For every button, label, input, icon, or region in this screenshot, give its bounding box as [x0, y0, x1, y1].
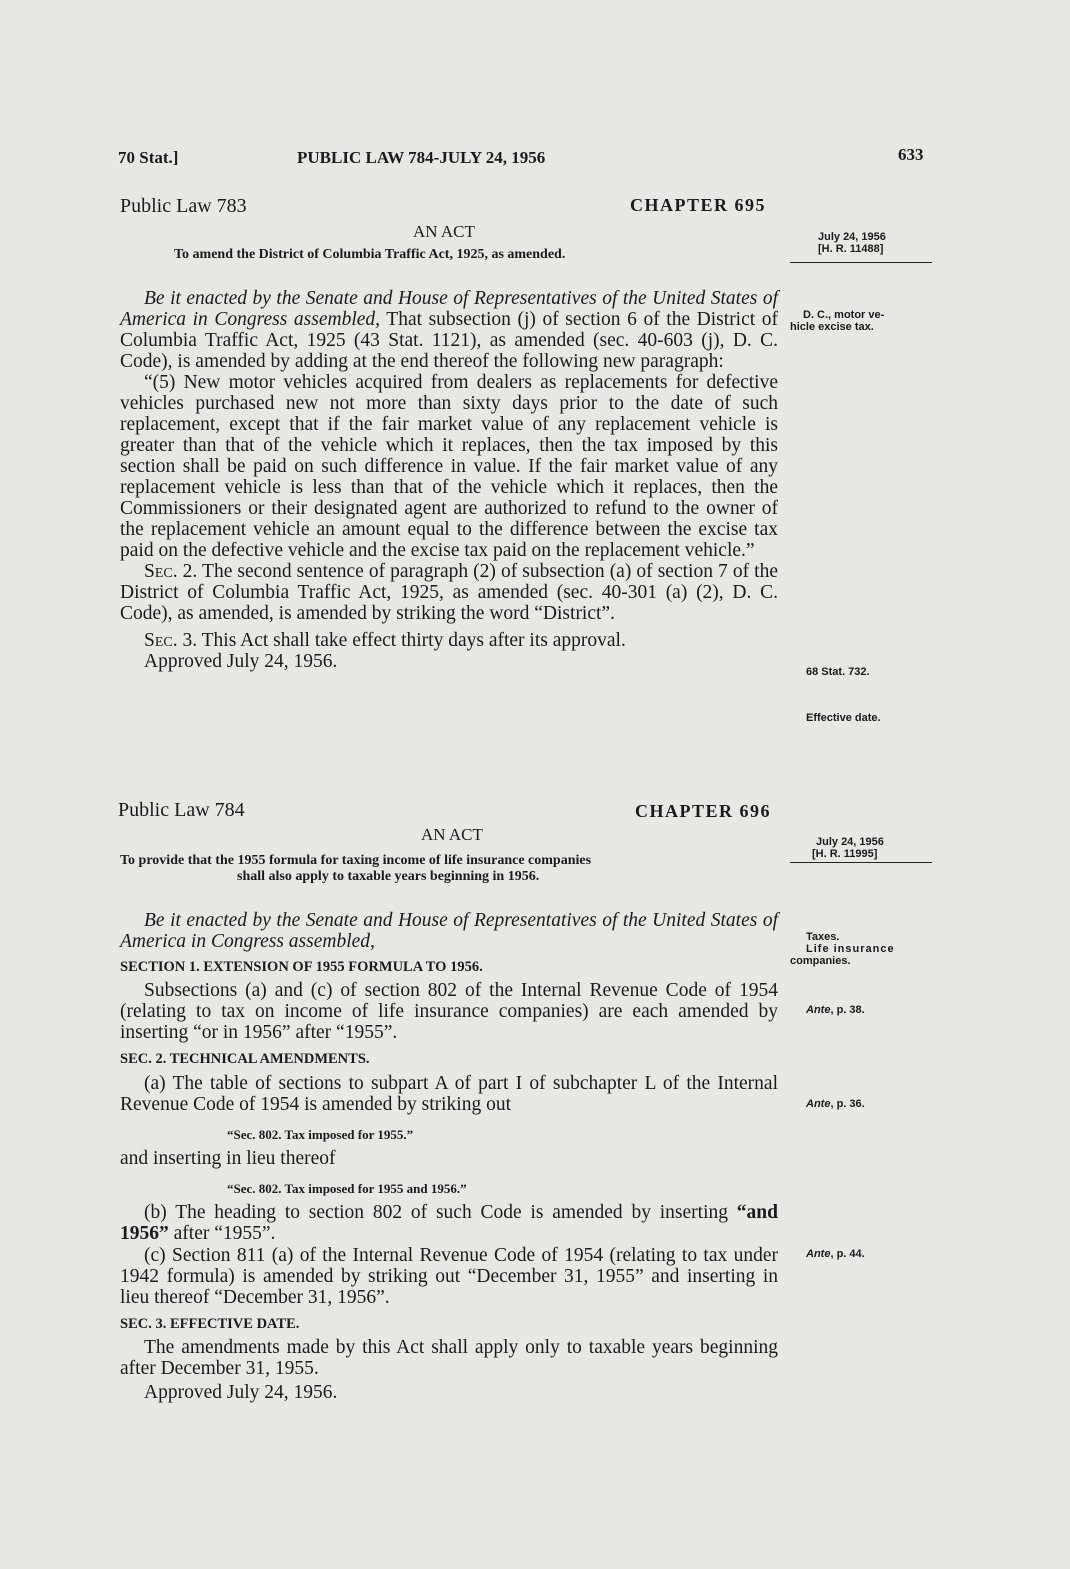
law784-margin-ante-1: Ante, p. 38.: [806, 1004, 865, 1016]
law783-sec2-text: The second sentence of paragraph (2) of subsection (a) of section 7 of the District of Columbia Traffic Act, 1925, as amended (sec. 40-301 (a) (2), D. C. Code), as amended, is amended by striking the word “District”.: [120, 561, 778, 624]
law784-margin-taxes: Taxes.: [806, 931, 840, 943]
law784-enacting-clause: Be it enacted by the Senate and House of Representatives of the United States of America in Congress assembled,: [120, 910, 778, 952]
header-volume: 70 Stat.]: [118, 148, 179, 167]
law783-sec3-text: This Act shall take effect thirty days after its approval.: [197, 630, 626, 651]
header-title: PUBLIC LAW 784-JULY 24, 1956: [297, 148, 546, 167]
law784-title-line-1: To provide that the 1955 formula for taxing income of life insurance companies: [120, 853, 592, 868]
law784-sec3-text: The amendments made by this Act shall apply only to taxable years beginning after December 31, 1955.: [120, 1337, 778, 1379]
law784-margin-bill: [H. R. 11995]: [812, 848, 878, 860]
law783-margin-rule: [790, 262, 932, 263]
law784-margin-rule: [790, 862, 932, 863]
law784-inserting: and inserting in lieu thereof: [120, 1148, 336, 1169]
law783-an-act: AN ACT: [413, 222, 475, 241]
law784-margin-ante-3: Ante, p. 44.: [806, 1248, 865, 1260]
law784-margin-date: July 24, 1956: [816, 836, 884, 848]
law783-paragraph-5: “(5) New motor vehicles acquired from dealers as replacements for defective vehicles purchased new not more than sixty days prior to the date of such replacement, except that if the fair market value of any replacement vehicle is greater than that of the vehicle which it replaces, then the tax imposed by this section shall be paid on such difference in value. If the fair market value of any replacement vehicle is less than that of the vehicle which it replaces, then the Commissioners or their designated agent are authorized to refund to the owner of the replacement vehicle an amount equal to the difference between the excise tax paid on the defective vehicle and the excise tax paid on the replacement vehicle.”: [120, 372, 778, 561]
law784-sec1-text: Subsections (a) and (c) of section 802 of the Internal Revenue Code of 1954 (relating to tax on income of life insurance companies) are each amended by inserting “or in 1956” after “1955”.: [120, 980, 778, 1043]
law783-title: To amend the District of Columbia Traffic Act, 1925, as amended.: [174, 247, 566, 262]
law783-approved: Approved July 24, 1956.: [144, 651, 338, 672]
law784-an-act: AN ACT: [421, 825, 483, 844]
law783-public-law: Public Law 783: [120, 195, 247, 217]
page-number: 633: [898, 145, 924, 164]
law784-sec2-b: (b) The heading to section 802 of such Code is amended by inserting “and 1956” after “1955”.: [120, 1202, 778, 1244]
law784-sec2-c: (c) Section 811 (a) of the Internal Revenue Code of 1954 (relating to tax under 1942 formula) is amended by striking out “December 31, 1955” and inserting in lieu thereof “December 31, 1956”.: [120, 1245, 778, 1308]
law783-body: [120, 288, 778, 672]
law783-margin-bill: [H. R. 11488]: [818, 243, 884, 255]
law784-sec1-heading: SECTION 1. EXTENSION OF 1955 FORMULA TO 1956.: [120, 959, 483, 975]
law783-sec2-label: Sec. 2.: [144, 561, 198, 582]
law783-margin-effective: Effective date.: [806, 712, 881, 724]
law783-chapter: CHAPTER 695: [630, 195, 767, 215]
law784-quote-1: “Sec. 802. Tax imposed for 1955.”: [227, 1127, 414, 1142]
law783-margin-date: July 24, 1956: [818, 231, 886, 243]
law784-public-law: Public Law 784: [118, 799, 245, 821]
law783-margin-stat: 68 Stat. 732.: [806, 666, 870, 678]
law784-title-line-2: shall also apply to taxable years beginning in 1956.: [237, 869, 540, 884]
law783-margin-topic-2: hicle excise tax.: [790, 321, 874, 333]
law784-quote-2: “Sec. 802. Tax imposed for 1955 and 1956.”: [227, 1181, 467, 1196]
law784-sec2-heading: SEC. 2. TECHNICAL AMENDMENTS.: [120, 1051, 370, 1067]
law783-enacting-clause: Be it enacted by the Senate and House of Representatives of the United States of America in Congress assembled,: [120, 288, 778, 330]
law783-sec3-label: Sec. 3.: [144, 630, 198, 651]
law783-margin-topic-1: D. C., motor ve-: [803, 309, 885, 321]
law784-sec2-a: (a) The table of sections to subpart A of part I of subchapter L of the Internal Revenue Code of 1954 is amended by striking out: [120, 1073, 778, 1115]
law784-margin-companies: companies.: [790, 955, 851, 967]
law784-margin-ante-2: Ante, p. 36.: [806, 1098, 865, 1110]
law783-enacting-text: That subsection (j) of section 6 of the District of Columbia Traffic Act, 1925 (43 Stat. 1121), as amended (sec. 40-603 (j), D. C. Code), is amended by adding at the end thereof the following new paragraph:: [120, 309, 779, 372]
law784-sec3-heading: SEC. 3. EFFECTIVE DATE.: [120, 1316, 300, 1332]
law784-chapter: CHAPTER 696: [635, 801, 772, 821]
law784-approved: Approved July 24, 1956.: [144, 1382, 338, 1403]
law784-margin-life: Life insurance: [806, 943, 895, 955]
